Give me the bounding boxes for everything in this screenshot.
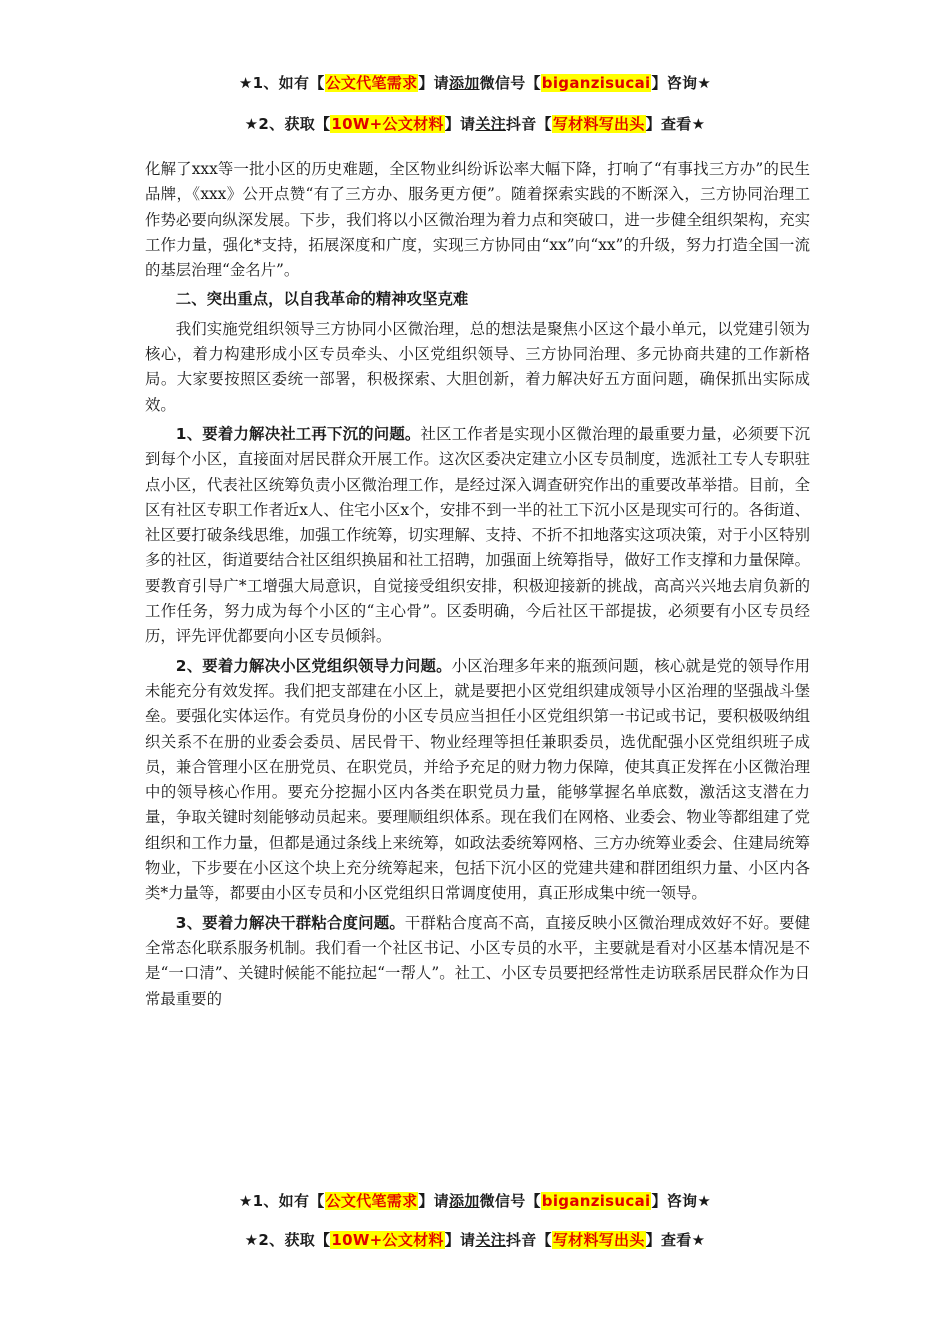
paragraph-item-3 <box>145 911 810 1012</box>
banner-highlight: 公文代笔需求 <box>325 74 418 92</box>
section-heading: 二、突出重点，以自我革命的精神攻坚克难 <box>175 290 469 309</box>
item-body: 小区治理多年来的瓶颈问题，核心就是党的领导作用未能充分有效发挥。我们把支部建在小区上，就是要把小区党组织建成领导小区治理的坚强战斗堡垒。要强化实体运作。有党员身份的小区专员应当担任小区党组织第一书记或书记，要积极吸纳组织关系不在册的业委会委员、居民骨干、物业经理等担任兼职委员，选优配强小区党组织班子成员，兼合管理小区在册党员、在职党员，并给予充足的财力物力保障，使其真正发挥在小区微治理中的领导核心作用。要充分挖掘小区内各类在职党员力量，能够掌握名单底数，激活这支潜在力量，争取关键时刻能够动员起来。要理顺组织体系。现在我们在网格、业委会、物业等都组建了党组织和工作力量，但都是通过条线上来统筹，如政法委统筹网格、三方办统筹业委会、住建局统筹物业，下步要在小区这个块上充分统筹起来，包括下沉小区的党建共建和群团组织力量、小区内各类*力量等，都要由小区专员和小区党组织日常调度使用，真正形成集中统一领导。 <box>145 656 810 903</box>
banner-text: 】请 <box>418 74 449 92</box>
promo-banner-line-2-footer <box>0 1229 950 1250</box>
promo-banner-line-1-footer <box>0 1190 950 1211</box>
banner-highlight: 公文代笔需求 <box>325 1192 418 1210</box>
promo-banner-line-2 <box>0 113 950 134</box>
item-body: 社区工作者是实现小区微治理的最重要力量，必须要下沉到每个小区，直接面对居民群众开展工作。这次区委决定建立小区专员制度，选派社工专人专职驻点小区，代表社区统筹负责小区微治理工作，是经过深入调查研究作出的重要改革举措。目前，全区有社区专职工作者近x人、住宅小区x个，安排不到一半的社工下沉小区是现实可行的。各街道、社区要打破条线思维，加强工作统筹，切实理解、支持、不折不扣地落实这项决策，对于小区特别多的社区，街道要结合社区组织换届和社工招聘，加强面上统筹指导，做好工作支撑和力量保障。要教育引导广*工增强大局意识，自觉接受组织安排，积极迎接新的挑战，高高兴兴地去肩负新的工作任务，努力成为每个小区的“主心骨”。区委明确，今后社区干部提拔，必须要有小区专员经历，评先评优都要向小区专员倾斜。 <box>145 424 810 646</box>
banner-highlight: 10W+公文材料 <box>331 115 444 133</box>
paragraph-item-2 <box>145 654 810 907</box>
banner-text: ★2、获取【 <box>244 1231 331 1249</box>
banner-text: 】请 <box>444 115 476 133</box>
banner-underline: 添加 <box>448 1192 480 1210</box>
banner-text: 】查看★ <box>645 115 706 133</box>
banner-underline: 添加 <box>448 74 480 92</box>
item-title: 3、要着力解决干群粘合度问题。 <box>175 913 405 932</box>
banner-text: ★2、获取【 <box>244 115 331 133</box>
banner-text: 】请 <box>444 1231 476 1249</box>
paragraph-overview: 我们实施党组织领导三方协同小区微治理，总的想法是聚焦小区这个最小单元，以党建引领为核心，着力构建形成小区专员牵头、小区党组织领导、三方协同治理、多元协商共建的工作新格局。大家要按照区委统一部署，积极探索、大胆创新，着力解决好五方面问题，确保抓出实际成效。 <box>145 319 810 414</box>
item-title: 2、要着力解决小区党组织领导力问题。 <box>175 656 452 675</box>
banner-text: 】咨询★ <box>651 74 712 92</box>
banner-text: 】咨询★ <box>651 1192 712 1210</box>
banner-highlight: 10W+公文材料 <box>331 1231 444 1249</box>
banner-underline: 关注 <box>475 115 506 133</box>
banner-text: ★1、如有【 <box>238 74 325 92</box>
banner-text: 微信号【 <box>479 1192 541 1210</box>
banner-text: 抖音【 <box>505 1231 552 1249</box>
banner-text: 抖音【 <box>505 115 552 133</box>
banner-highlight: 写材料写出头 <box>552 115 645 133</box>
document-body <box>145 157 810 1016</box>
banner-highlight: biganzisucai <box>541 1192 651 1210</box>
banner-text: 】请 <box>418 1192 449 1210</box>
banner-text: ★1、如有【 <box>238 1192 325 1210</box>
item-body: 干群粘合度高不高，直接反映小区微治理成效好不好。要健全常态化联系服务机制。我们看一个社区书记、小区专员的水平，主要就是看对小区基本情况是不是“一口清”、关键时候能不能拉起“一帮人”。社工、小区专员要把经常性走访联系居民群众作为日常最重要的 <box>145 913 810 1008</box>
banner-text: 微信号【 <box>479 74 541 92</box>
banner-highlight: biganzisucai <box>541 74 651 92</box>
promo-banner-line-1 <box>0 72 950 93</box>
paragraph-item-1 <box>145 422 810 650</box>
item-title: 1、要着力解决社工再下沉的问题。 <box>175 424 421 443</box>
banner-underline: 关注 <box>475 1231 506 1249</box>
banner-highlight: 写材料写出头 <box>552 1231 645 1249</box>
banner-text: 】查看★ <box>645 1231 706 1249</box>
paragraph-intro: 化解了xxx等一批小区的历史难题，全区物业纠纷诉讼率大幅下降，打响了“有事找三方办”的民生品牌，《xxx》公开点赞“有了三方办、服务更方便”。随着探索实践的不断深入，三方协同治理工作势必要向纵深发展。下步，我们将以小区微治理为着力点和突破口，进一步健全组织架构，充实工作力量，强化*支持，拓展深度和广度，实现三方协同由“xx”向“xx”的升级，努力打造全国一流的基层治理“金名片”。 <box>145 160 810 280</box>
